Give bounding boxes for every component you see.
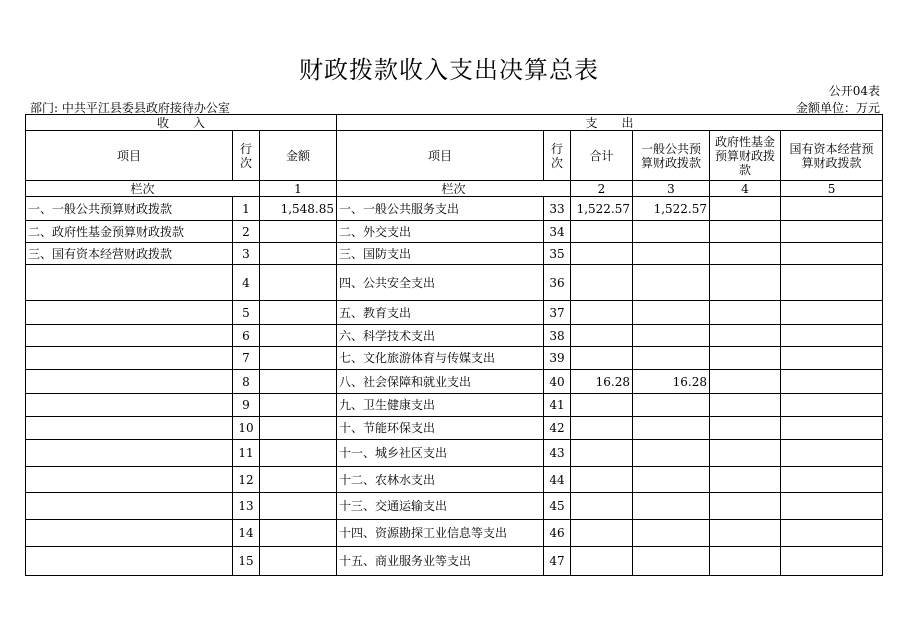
general-budget-amount-cell	[633, 493, 710, 520]
income-item-cell	[26, 325, 233, 347]
income-amount-cell	[260, 265, 337, 301]
income-row-no-cell: 7	[233, 347, 260, 370]
general-budget-amount-cell	[633, 243, 710, 265]
income-row-no-cell: 5	[233, 301, 260, 325]
general-budget-amount-cell	[633, 440, 710, 467]
total-amount-cell	[571, 325, 633, 347]
income-header: 收 入	[26, 115, 337, 131]
total-amount-cell	[571, 301, 633, 325]
soe-budget-amount-cell	[781, 347, 883, 370]
general-budget-amount-cell	[633, 547, 710, 576]
expenditure-row-no-cell: 37	[544, 301, 571, 325]
expenditure-item-cell: 十一、城乡社区支出	[337, 440, 544, 467]
income-row-no-cell: 11	[233, 440, 260, 467]
income-amount-cell	[260, 347, 337, 370]
fund-budget-amount-cell	[710, 243, 781, 265]
expenditure-row-no-cell: 43	[544, 440, 571, 467]
income-item-cell	[26, 370, 233, 394]
income-row-no-header	[233, 131, 260, 181]
expenditure-item-cell: 八、社会保障和就业支出	[337, 370, 544, 394]
total-amount-cell	[571, 394, 633, 417]
expenditure-item-cell: 三、国防支出	[337, 243, 544, 265]
expenditure-row-no-cell: 46	[544, 520, 571, 547]
income-amount-cell	[260, 440, 337, 467]
soe-budget-header-text: 国有资本经营预 算财政拨款	[789, 141, 874, 170]
soe-budget-amount-cell	[781, 547, 883, 576]
general-budget-amount-cell	[633, 325, 710, 347]
total-amount-cell	[571, 221, 633, 243]
table-row	[26, 394, 883, 417]
table-row	[26, 301, 883, 325]
income-amount-cell	[260, 394, 337, 417]
expenditure-row-no-cell: 38	[544, 325, 571, 347]
expenditure-item-cell: 五、教育支出	[337, 301, 544, 325]
table-row	[26, 547, 883, 576]
soe-budget-amount-cell	[781, 221, 883, 243]
income-item-cell: 三、国有资本经营财政拨款	[26, 243, 233, 265]
total-amount-cell	[571, 265, 633, 301]
soe-budget-amount-cell	[781, 243, 883, 265]
income-amount-cell	[260, 467, 337, 493]
income-row-no-cell: 1	[233, 197, 260, 221]
expenditure-row-no-cell: 45	[544, 493, 571, 520]
expenditure-row-no-cell: 36	[544, 265, 571, 301]
general-budget-amount-cell: 16.28	[633, 370, 710, 394]
expenditure-item-cell: 二、外交支出	[337, 221, 544, 243]
fund-budget-header-text: 政府性基金 预算财政拨 款	[714, 134, 775, 177]
fund-budget-amount-cell	[710, 467, 781, 493]
income-amount-header: 金额	[260, 131, 337, 181]
expenditure-row-no-cell: 34	[544, 221, 571, 243]
expenditure-row-no-header-text: 行 次	[550, 141, 563, 170]
column-index-5: 5	[781, 181, 883, 197]
total-amount-cell	[571, 520, 633, 547]
expenditure-item-cell: 七、文化旅游体育与传媒支出	[337, 347, 544, 370]
income-row-no-cell: 4	[233, 265, 260, 301]
total-header: 合计	[571, 131, 633, 181]
income-item-cell: 一、一般公共预算财政拨款	[26, 197, 233, 221]
form-code: 公开04表	[828, 84, 880, 98]
income-row-no-cell: 9	[233, 394, 260, 417]
income-row-no-cell: 10	[233, 417, 260, 440]
fund-budget-amount-cell	[710, 394, 781, 417]
income-amount-cell	[260, 547, 337, 576]
soe-budget-amount-cell	[781, 197, 883, 221]
soe-budget-amount-cell	[781, 394, 883, 417]
soe-budget-amount-cell	[781, 325, 883, 347]
page-title: 财政拨款收入支出决算总表	[299, 56, 599, 84]
income-amount-cell: 1,548.85	[260, 197, 337, 221]
soe-budget-header	[781, 131, 883, 181]
fund-budget-amount-cell	[710, 197, 781, 221]
department-label: 部门: 中共平江县委县政府接待办公室	[30, 101, 230, 115]
income-amount-cell	[260, 221, 337, 243]
expenditure-header: 支 出	[337, 115, 883, 131]
general-budget-amount-cell	[633, 467, 710, 493]
income-amount-cell	[260, 520, 337, 547]
general-budget-amount-cell	[633, 301, 710, 325]
table-row	[26, 370, 883, 394]
general-budget-header-text: 一般公共预 算财政拨款	[640, 141, 701, 170]
income-item-cell: 二、政府性基金预算财政拨款	[26, 221, 233, 243]
expenditure-row-no-cell: 35	[544, 243, 571, 265]
fund-budget-amount-cell	[710, 520, 781, 547]
income-row-no-cell: 3	[233, 243, 260, 265]
income-item-cell	[26, 493, 233, 520]
total-amount-cell	[571, 243, 633, 265]
table-row	[26, 440, 883, 467]
general-budget-amount-cell	[633, 221, 710, 243]
expenditure-row-no-cell: 44	[544, 467, 571, 493]
income-item-cell	[26, 467, 233, 493]
income-item-cell	[26, 417, 233, 440]
income-amount-cell	[260, 243, 337, 265]
income-row-no-cell: 8	[233, 370, 260, 394]
table-row	[26, 520, 883, 547]
income-amount-cell	[260, 493, 337, 520]
unit-label: 金额单位：万元	[795, 101, 880, 115]
total-amount-cell	[571, 347, 633, 370]
expenditure-item-cell: 四、公共安全支出	[337, 265, 544, 301]
income-row-no-cell: 15	[233, 547, 260, 576]
soe-budget-amount-cell	[781, 301, 883, 325]
soe-budget-amount-cell	[781, 467, 883, 493]
income-row-no-cell: 6	[233, 325, 260, 347]
fund-budget-amount-cell	[710, 370, 781, 394]
general-budget-amount-cell	[633, 417, 710, 440]
soe-budget-amount-cell	[781, 370, 883, 394]
expenditure-row-no-cell: 33	[544, 197, 571, 221]
column-index-3: 3	[633, 181, 710, 197]
soe-budget-amount-cell	[781, 265, 883, 301]
column-index-label: 栏次	[337, 181, 571, 197]
income-item-cell	[26, 301, 233, 325]
fund-budget-amount-cell	[710, 547, 781, 576]
fund-budget-amount-cell	[710, 265, 781, 301]
income-item-cell	[26, 265, 233, 301]
fund-budget-amount-cell	[710, 417, 781, 440]
income-row-no-cell: 14	[233, 520, 260, 547]
general-budget-amount-cell	[633, 520, 710, 547]
general-budget-amount-cell: 1,522.57	[633, 197, 710, 221]
total-amount-cell	[571, 467, 633, 493]
expenditure-item-header: 项目	[337, 131, 544, 181]
expenditure-item-cell: 一、一般公共服务支出	[337, 197, 544, 221]
general-budget-amount-cell	[633, 347, 710, 370]
column-index-1: 1	[260, 181, 337, 197]
fund-budget-amount-cell	[710, 301, 781, 325]
expenditure-row-no-header	[544, 131, 571, 181]
expenditure-item-cell: 十二、农林水支出	[337, 467, 544, 493]
table-row	[26, 243, 883, 265]
general-budget-amount-cell	[633, 265, 710, 301]
income-item-cell	[26, 440, 233, 467]
fund-budget-amount-cell	[710, 325, 781, 347]
income-item-cell	[26, 520, 233, 547]
expenditure-item-cell: 九、卫生健康支出	[337, 394, 544, 417]
expenditure-row-no-cell: 47	[544, 547, 571, 576]
table-row	[26, 325, 883, 347]
income-row-no-cell: 12	[233, 467, 260, 493]
general-budget-header	[633, 131, 710, 181]
general-budget-amount-cell	[633, 394, 710, 417]
expenditure-row-no-cell: 39	[544, 347, 571, 370]
table-row	[26, 221, 883, 243]
column-index-4: 4	[710, 181, 781, 197]
column-index-2: 2	[571, 181, 633, 197]
total-amount-cell	[571, 417, 633, 440]
expenditure-item-cell: 十五、商业服务业等支出	[337, 547, 544, 576]
fund-budget-amount-cell	[710, 221, 781, 243]
fund-budget-header	[710, 131, 781, 181]
expenditure-item-cell: 十三、交通运输支出	[337, 493, 544, 520]
expenditure-row-no-cell: 41	[544, 394, 571, 417]
fund-budget-amount-cell	[710, 493, 781, 520]
table-row	[26, 197, 883, 221]
income-amount-cell	[260, 301, 337, 325]
table-row	[26, 493, 883, 520]
total-amount-cell: 16.28	[571, 370, 633, 394]
column-index-label: 栏次	[26, 181, 260, 197]
budget-table	[25, 114, 883, 576]
total-amount-cell	[571, 440, 633, 467]
income-amount-cell	[260, 370, 337, 394]
income-row-no-header-text: 行 次	[239, 141, 252, 170]
income-item-cell	[26, 547, 233, 576]
income-item-cell	[26, 394, 233, 417]
expenditure-row-no-cell: 40	[544, 370, 571, 394]
total-amount-cell: 1,522.57	[571, 197, 633, 221]
expenditure-item-cell: 六、科学技术支出	[337, 325, 544, 347]
fund-budget-amount-cell	[710, 440, 781, 467]
expenditure-item-cell: 十、节能环保支出	[337, 417, 544, 440]
soe-budget-amount-cell	[781, 493, 883, 520]
soe-budget-amount-cell	[781, 440, 883, 467]
income-item-cell	[26, 347, 233, 370]
fund-budget-amount-cell	[710, 347, 781, 370]
soe-budget-amount-cell	[781, 417, 883, 440]
expenditure-row-no-cell: 42	[544, 417, 571, 440]
total-amount-cell	[571, 493, 633, 520]
expenditure-item-cell: 十四、资源勘探工业信息等支出	[337, 520, 544, 547]
income-row-no-cell: 2	[233, 221, 260, 243]
income-amount-cell	[260, 417, 337, 440]
income-amount-cell	[260, 325, 337, 347]
table-row	[26, 265, 883, 301]
income-row-no-cell: 13	[233, 493, 260, 520]
table-row	[26, 467, 883, 493]
income-item-header: 项目	[26, 131, 233, 181]
total-amount-cell	[571, 547, 633, 576]
table-row	[26, 417, 883, 440]
soe-budget-amount-cell	[781, 520, 883, 547]
table-row	[26, 347, 883, 370]
